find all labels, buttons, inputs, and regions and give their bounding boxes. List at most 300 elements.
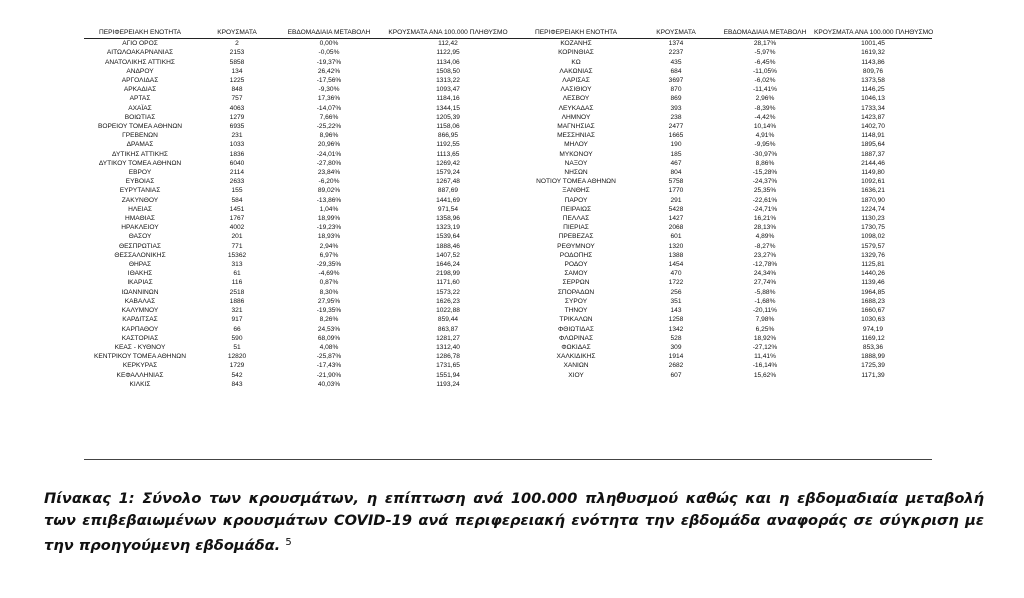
table-row [84, 177, 932, 186]
right-weekly-change-cell: 23,27% [753, 251, 777, 259]
right-region-cell: ΦΘΙΩΤΙΔΑΣ [558, 325, 594, 333]
left-cases-per-100k-cell: 859,44 [437, 316, 459, 324]
left-region-cell: ΙΩΑΝΝΙΝΩΝ [121, 288, 159, 296]
right-weekly-change-cell: -5,97% [754, 49, 776, 57]
regional-cases-table-container [84, 28, 932, 389]
left-weekly-change-cell: 23,84% [317, 169, 341, 177]
right-cases-per-100k-cell: 1169,12 [861, 334, 885, 342]
right-region-cell: ΜΕΣΣΗΝΙΑΣ [557, 132, 595, 140]
left-cases-cell: 584 [231, 196, 243, 204]
left-region-cell: ΖΑΚΥΝΘΟΥ [121, 196, 159, 204]
right-weekly-change-cell: -8,39% [754, 104, 776, 112]
right-region-cell: ΣΑΜΟΥ [564, 270, 588, 278]
left-cases-cell: 313 [231, 261, 243, 269]
left-region-cell: ΔΡΑΜΑΣ [126, 141, 154, 149]
table-row [84, 361, 932, 370]
left-cases-per-100k-cell: 1888,46 [436, 242, 460, 250]
right-region-cell: ΚΟΡΙΝΘΙΑΣ [558, 49, 594, 57]
left-cases-per-100k-cell: 1441,69 [436, 196, 460, 204]
right-weekly-change-cell: 15,62% [753, 371, 777, 379]
right-cases-per-100k-cell: 1636,21 [861, 187, 885, 195]
header-cases-right: ΚΡΟΥΣΜΑΤΑ [636, 28, 716, 39]
right-weekly-change-cell: -8,27% [754, 242, 776, 250]
table-row [84, 48, 932, 57]
right-cases-cell: 3697 [668, 77, 684, 85]
table-row [84, 242, 932, 251]
left-weekly-change-cell: 1,04% [319, 205, 339, 213]
right-region-cell: ΛΑΡΙΣΑΣ [562, 77, 590, 85]
left-weekly-change-cell: -17,43% [316, 362, 342, 370]
left-cases-per-100k-cell: 1551,94 [436, 371, 460, 379]
left-cases-cell: 61 [233, 270, 241, 278]
right-cases-per-100k-cell: 1895,64 [861, 141, 885, 149]
left-weekly-change-cell: -24,01% [316, 150, 342, 158]
left-region-cell: ΒΟΙΩΤΙΑΣ [124, 113, 156, 121]
right-cases-cell: 185 [670, 150, 682, 158]
left-region-cell: ΘΕΣΠΡΩΤΙΑΣ [118, 242, 162, 250]
left-weekly-change-cell: 26,42% [317, 67, 341, 75]
left-cases-per-100k-cell: 1323,19 [436, 224, 460, 232]
right-weekly-change-cell: -24,37% [752, 178, 778, 186]
right-weekly-change-cell: 11,41% [754, 353, 776, 361]
right-weekly-change-cell: -20,11% [752, 307, 778, 315]
right-region-cell: ΡΟΔΟΥ [564, 261, 588, 269]
table-row [84, 122, 932, 131]
right-cases-per-100k-cell: 1125,81 [861, 261, 885, 269]
left-weekly-change-cell: -0,05% [318, 49, 340, 57]
header-cases-per-100k-left: ΚΡΟΥΣΜΑΤΑ ΑΝΑ 100.000 ΠΛΗΘΥΣΜΟ [380, 28, 516, 39]
right-region-cell: ΛΗΜΝΟΥ [561, 113, 591, 121]
right-cases-per-100k-cell: 1139,46 [861, 279, 885, 287]
right-cases-cell: 2682 [668, 362, 684, 370]
table-row [84, 288, 932, 297]
right-weekly-change-cell: -24,71% [752, 205, 778, 213]
left-region-cell: ΚΕΦΑΛΛΗΝΙΑΣ [116, 371, 164, 379]
table-row [84, 334, 932, 343]
left-region-cell: ΚΕΑΣ - ΚΥΘΝΟΥ [114, 343, 166, 351]
left-cases-per-100k-cell: 1286,78 [436, 353, 460, 361]
left-cases-cell: 231 [231, 132, 243, 140]
left-weekly-change-cell: 68,09% [317, 334, 341, 342]
left-weekly-change-cell: -29,35% [316, 261, 342, 269]
left-cases-cell: 2153 [229, 49, 245, 57]
right-cases-per-100k-cell: 1329,76 [861, 251, 885, 259]
left-weekly-change-cell: -25,87% [316, 353, 342, 361]
left-cases-per-100k-cell: 863,87 [437, 325, 459, 333]
table-row [84, 306, 932, 315]
right-cases-cell: 528 [670, 334, 682, 342]
right-region-cell: ΛΕΣΒΟΥ [562, 95, 590, 103]
right-region-cell: ΚΟΖΑΝΗΣ [560, 40, 592, 48]
left-cases-per-100k-cell: 1022,88 [436, 307, 460, 315]
left-region-cell: ΘΗΡΑΣ [128, 261, 152, 269]
left-region-cell: ΘΕΣΣΑΛΟΝΙΚΗΣ [114, 251, 166, 259]
right-cases-per-100k-cell: 1373,58 [861, 77, 885, 85]
right-cases-per-100k-cell: 1001,45 [861, 40, 885, 48]
left-weekly-change-cell: -25,22% [316, 123, 342, 131]
table-row [84, 380, 932, 389]
right-cases-cell: 470 [670, 270, 682, 278]
left-cases-cell: 66 [233, 325, 241, 333]
right-weekly-change-cell: -16,14% [752, 362, 778, 370]
right-cases-per-100k-cell: 974,19 [862, 325, 884, 333]
table-row [84, 94, 932, 103]
right-cases-cell: 467 [670, 159, 682, 167]
left-cases-cell: 116 [231, 279, 243, 287]
right-cases-per-100k-cell: 1887,37 [861, 150, 885, 158]
table-header-row [84, 28, 932, 39]
right-cases-cell: 435 [670, 58, 682, 66]
header-cases-per-100k-right: ΚΡΟΥΣΜΑΤΑ ΑΝΑ 100.000 ΠΛΗΘΥΣΜΟ [814, 28, 932, 39]
left-cases-per-100k-cell: 1508,50 [436, 67, 460, 75]
left-region-cell: ΚΙΛΚΙΣ [129, 380, 151, 388]
table-row [84, 343, 932, 352]
right-weekly-change-cell: 4,89% [755, 233, 775, 241]
left-region-cell: ΑΡΚΑΔΙΑΣ [123, 86, 157, 94]
left-cases-cell: 1767 [229, 215, 245, 223]
left-region-cell: ΑΙΤΩΛΟΑΚΑΡΝΑΝΙΑΣ [106, 49, 174, 57]
left-cases-cell: 542 [231, 371, 243, 379]
right-cases-per-100k-cell: 1402,70 [861, 123, 885, 131]
right-weekly-change-cell: -27,12% [752, 343, 778, 351]
left-region-cell: ΘΑΣΟΥ [128, 233, 152, 241]
right-weekly-change-cell: 27,74% [753, 279, 777, 287]
right-cases-cell: 869 [670, 95, 682, 103]
left-cases-per-100k-cell: 1193,24 [436, 380, 460, 388]
right-cases-cell: 1722 [668, 279, 684, 287]
table-row [84, 371, 932, 380]
right-cases-cell: 2477 [668, 123, 684, 131]
right-cases-per-100k-cell: 1660,67 [861, 307, 885, 315]
right-weekly-change-cell: 8,86% [755, 159, 775, 167]
right-cases-per-100k-cell: 1224,74 [861, 205, 885, 213]
table-row [84, 76, 932, 85]
right-cases-per-100k-cell: 1440,26 [861, 270, 885, 278]
right-region-cell: ΣΠΟΡΑΔΩΝ [557, 288, 595, 296]
right-weekly-change-cell: -9,95% [754, 141, 776, 149]
left-region-cell: ΔΥΤΙΚΟΥ ΤΟΜΕΑ ΑΘΗΝΩΝ [98, 159, 182, 167]
right-region-cell: ΡΟΔΟΠΗΣ [559, 251, 593, 259]
left-cases-per-100k-cell: 1281,27 [436, 334, 460, 342]
right-region-cell: ΠΑΡΟΥ [564, 196, 588, 204]
right-region-cell: ΡΕΘΥΜΝΟΥ [557, 242, 595, 250]
right-weekly-change-cell [716, 380, 814, 389]
right-weekly-change-cell: 10,14% [753, 123, 777, 131]
left-cases-cell: 917 [231, 316, 243, 324]
table-caption [44, 488, 984, 557]
left-cases-per-100k-cell: 1573,22 [436, 288, 460, 296]
table-row [84, 131, 932, 140]
left-cases-cell: 6935 [229, 123, 245, 131]
left-weekly-change-cell: -19,37% [316, 58, 342, 66]
left-weekly-change-cell: -6,20% [318, 178, 340, 186]
right-cases-cell: 143 [670, 307, 682, 315]
right-cases-cell: 351 [670, 297, 682, 305]
right-cases-cell: 2068 [668, 224, 684, 232]
left-weekly-change-cell: 20,96% [317, 141, 341, 149]
table-row [84, 186, 932, 195]
left-cases-per-100k-cell: 1731,65 [436, 362, 460, 370]
left-region-cell: ΚΑΣΤΟΡΙΑΣ [121, 334, 159, 342]
right-cases-cell: 190 [670, 141, 682, 149]
right-cases-per-100k-cell: 1146,25 [861, 86, 885, 94]
left-cases-per-100k-cell: 1267,48 [436, 178, 460, 186]
table-row [84, 269, 932, 278]
left-region-cell: ΚΕΝΤΡΙΚΟΥ ΤΟΜΕΑ ΑΘΗΝΩΝ [94, 353, 186, 361]
left-region-cell: ΗΛΕΙΑΣ [128, 205, 152, 213]
footnote-marker: 5 [285, 537, 292, 548]
left-region-cell: ΓΡΕΒΕΝΩΝ [122, 132, 158, 140]
header-region-right: ΠΕΡΙΦΕΡΕΙΑΚΗ ΕΝΟΤΗΤΑ [516, 28, 636, 39]
right-region-cell: ΦΩΚΙΔΑΣ [561, 343, 591, 351]
left-cases-cell: 51 [233, 343, 241, 351]
header-weekly-change-left: ΕΒΔΟΜΑΔΙΑΙΑ ΜΕΤΑΒΟΛΗ [278, 28, 380, 39]
left-cases-cell: 1279 [229, 113, 245, 121]
left-cases-cell: 134 [231, 67, 243, 75]
left-cases-cell: 2518 [229, 288, 245, 296]
right-cases-cell: 1342 [668, 325, 684, 333]
table-row [84, 325, 932, 334]
left-weekly-change-cell: 7,66% [319, 113, 339, 121]
right-region-cell: ΜΥΚΟΝΟΥ [559, 150, 593, 158]
left-cases-cell: 12820 [227, 353, 247, 361]
left-cases-per-100k-cell: 1312,40 [436, 343, 460, 351]
right-cases-cell: 256 [670, 288, 682, 296]
left-cases-per-100k-cell: 1184,16 [436, 95, 460, 103]
right-region-cell: ΝΗΣΩΝ [564, 169, 588, 177]
table-row [84, 352, 932, 361]
table-bottom-rule [84, 459, 932, 460]
right-cases-per-100k-cell: 1730,75 [861, 224, 885, 232]
right-cases-cell: 601 [670, 233, 682, 241]
left-region-cell: ΙΘΑΚΗΣ [127, 270, 153, 278]
table-row [84, 85, 932, 94]
left-weekly-change-cell: 18,93% [317, 233, 341, 241]
left-cases-per-100k-cell: 1269,42 [436, 159, 460, 167]
right-weekly-change-cell: -15,28% [752, 169, 778, 177]
left-weekly-change-cell: 17,36% [317, 95, 341, 103]
left-cases-cell: 1886 [229, 297, 245, 305]
right-region-cell: ΛΑΚΩΝΙΑΣ [559, 67, 593, 75]
right-cases-per-100k-cell: 853,36 [862, 343, 884, 351]
right-cases-per-100k-cell: 1888,99 [861, 353, 885, 361]
right-region-cell: ΣΥΡΟΥ [564, 297, 588, 305]
right-cases-cell: 291 [670, 196, 682, 204]
right-weekly-change-cell: 28,13% [753, 224, 777, 232]
right-weekly-change-cell: -30,97% [752, 150, 778, 158]
table-row [84, 168, 932, 177]
right-region-cell: ΤΡΙΚΑΛΩΝ [559, 316, 593, 324]
left-weekly-change-cell: -13,86% [316, 196, 342, 204]
right-region-cell: ΚΩ [571, 58, 581, 66]
left-region-cell: ΑΡΤΑΣ [129, 95, 151, 103]
right-cases-cell: 804 [670, 169, 682, 177]
left-cases-per-100k-cell: 1158,06 [436, 123, 460, 131]
table-row [84, 297, 932, 306]
left-cases-cell: 843 [231, 380, 243, 388]
header-cases-left: ΚΡΟΥΣΜΑΤΑ [196, 28, 278, 39]
left-cases-cell: 2633 [229, 178, 245, 186]
right-cases-per-100k-cell: 1171,39 [861, 371, 885, 379]
right-cases-per-100k-cell: 1870,90 [861, 196, 885, 204]
left-weekly-change-cell: -21,90% [316, 371, 342, 379]
left-cases-cell: 4002 [229, 224, 245, 232]
left-cases-per-100k-cell: 1358,96 [436, 215, 460, 223]
table-body [84, 39, 932, 389]
right-cases-cell: 309 [670, 343, 682, 351]
right-cases-per-100k-cell: 1143,86 [861, 58, 885, 66]
right-cases-cell: 5428 [668, 205, 684, 213]
right-cases-cell: 393 [670, 104, 682, 112]
right-cases-cell: 1665 [668, 132, 684, 140]
left-region-cell: ΚΑΡΠΑΘΟΥ [121, 325, 159, 333]
right-weekly-change-cell: -1,68% [754, 297, 776, 305]
right-cases-per-100k-cell: 1964,85 [861, 288, 885, 296]
right-cases-cell: 1454 [668, 261, 684, 269]
right-weekly-change-cell: -5,88% [754, 288, 776, 296]
right-cases-per-100k-cell: 1579,57 [861, 242, 885, 250]
left-weekly-change-cell: 89,02% [317, 187, 341, 195]
right-cases-cell: 1427 [668, 215, 684, 223]
left-cases-cell: 2 [235, 40, 239, 48]
right-weekly-change-cell: -11,05% [752, 67, 778, 75]
right-weekly-change-cell: 28,17% [753, 40, 777, 48]
table-row [84, 58, 932, 67]
right-region-cell: ΜΑΓΝΗΣΙΑΣ [557, 123, 595, 131]
right-region-cell: ΝΑΞΟΥ [564, 159, 588, 167]
right-cases-per-100k-cell [814, 380, 932, 389]
left-weekly-change-cell: 18,99% [317, 215, 341, 223]
left-weekly-change-cell: -4,69% [318, 270, 340, 278]
right-cases-per-100k-cell: 2144,46 [861, 159, 885, 167]
left-weekly-change-cell: 0,00% [319, 40, 339, 48]
left-region-cell: ΑΝΔΡΟΥ [126, 67, 154, 75]
left-cases-per-100k-cell: 1407,52 [436, 251, 460, 259]
left-region-cell: ΑΝΑΤΟΛΙΚΗΣ ΑΤΤΙΚΗΣ [105, 58, 175, 66]
left-cases-per-100k-cell: 1113,65 [436, 150, 460, 158]
right-region-cell: ΠΡΕΒΕΖΑΣ [558, 233, 594, 241]
left-cases-per-100k-cell: 1313,22 [436, 77, 460, 85]
left-cases-cell: 4063 [229, 104, 245, 112]
table-row [84, 260, 932, 269]
right-region-cell: ΤΗΝΟΥ [564, 307, 588, 315]
left-cases-per-100k-cell: 866,95 [437, 132, 459, 140]
right-weekly-change-cell: 16,21% [753, 215, 777, 223]
left-cases-per-100k-cell: 1646,24 [436, 261, 460, 269]
right-cases-cell: 1388 [668, 251, 684, 259]
right-cases-cell: 238 [670, 113, 682, 121]
left-cases-per-100k-cell: 1344,15 [436, 104, 460, 112]
right-region-cell: ΣΕΡΡΩΝ [562, 279, 590, 287]
left-cases-cell: 6040 [229, 159, 245, 167]
left-weekly-change-cell: 2,94% [319, 242, 339, 250]
right-weekly-change-cell: -11,41% [752, 86, 778, 94]
left-cases-per-100k-cell: 112,42 [438, 40, 458, 48]
table-row [84, 113, 932, 122]
right-region-cell: ΧΑΛΚΙΔΙΚΗΣ [556, 353, 596, 361]
left-weekly-change-cell: 27,95% [317, 297, 341, 305]
right-weekly-change-cell: -22,61% [752, 196, 778, 204]
left-region-cell: ΒΟΡΕΙΟΥ ΤΟΜΕΑ ΑΘΗΝΩΝ [97, 123, 183, 131]
right-region-cell: ΧΑΝΙΩΝ [563, 362, 589, 370]
left-cases-per-100k-cell: 1192,55 [436, 141, 460, 149]
left-weekly-change-cell: -19,35% [316, 307, 342, 315]
left-weekly-change-cell: 40,03% [317, 380, 341, 388]
left-cases-cell: 848 [231, 86, 243, 94]
right-cases-cell: 1258 [668, 316, 684, 324]
table-row [84, 205, 932, 214]
left-weekly-change-cell: 24,53% [317, 325, 341, 333]
right-cases-cell: 1320 [668, 242, 684, 250]
right-cases-per-100k-cell: 1688,23 [861, 297, 885, 305]
right-region-cell [516, 380, 636, 389]
left-region-cell: ΚΕΡΚΥΡΑΣ [122, 362, 158, 370]
right-cases-cell: 1770 [668, 187, 684, 195]
table-row [84, 39, 932, 49]
left-cases-per-100k-cell: 1171,60 [436, 279, 460, 287]
left-region-cell: ΚΑΛΥΜΝΟΥ [121, 307, 159, 315]
header-weekly-change-right: ΕΒΔΟΜΑΔΙΑΙΑ ΜΕΤΑΒΟΛΗ [716, 28, 814, 39]
left-cases-cell: 1451 [229, 205, 245, 213]
caption-text: Πίνακας 1: Σύνολο των κρουσμάτων, η επίπτωση ανά 100.000 πληθυσμού καθώς και η εβδομαδιαία μεταβολή των επιβεβαιωμένων κρουσμάτων COVID-19 ανά περιφερειακή ενότητα την εβδομάδα αναφοράς σε σύγκριση με την προηγούμενη εβδομάδα. [44, 490, 984, 554]
right-weekly-change-cell: 25,35% [753, 187, 777, 195]
right-region-cell: ΠΕΙΡΑΙΩΣ [560, 205, 592, 213]
right-region-cell: ΧΙΟΥ [568, 371, 584, 379]
left-weekly-change-cell: -19,23% [316, 224, 342, 232]
left-weekly-change-cell: -9,30% [318, 86, 340, 94]
right-region-cell: ΜΗΛΟΥ [564, 141, 588, 149]
right-cases-cell: 1374 [668, 40, 684, 48]
left-cases-per-100k-cell: 1539,64 [436, 233, 460, 241]
table-row [84, 159, 932, 168]
table-row [84, 67, 932, 76]
right-region-cell: ΞΑΝΘΗΣ [562, 187, 590, 195]
right-cases-per-100k-cell: 1030,63 [861, 316, 885, 324]
left-cases-cell: 1729 [229, 362, 245, 370]
right-cases-per-100k-cell: 1092,61 [861, 178, 885, 186]
right-cases-cell [636, 380, 716, 389]
left-weekly-change-cell: 4,08% [319, 343, 339, 351]
table-row [84, 232, 932, 241]
right-region-cell: ΝΟΤΙΟΥ ΤΟΜΕΑ ΑΘΗΝΩΝ [536, 178, 616, 186]
right-cases-per-100k-cell: 1149,80 [861, 169, 885, 177]
left-cases-cell: 15362 [227, 251, 247, 259]
right-region-cell: ΦΛΩΡΙΝΑΣ [558, 334, 594, 342]
left-weekly-change-cell: 0,87% [319, 279, 339, 287]
left-cases-per-100k-cell: 971,54 [437, 205, 459, 213]
right-cases-per-100k-cell: 1733,34 [861, 104, 885, 112]
left-region-cell: ΑΧΑΪΑΣ [128, 104, 152, 112]
table-row [84, 150, 932, 159]
left-weekly-change-cell: 8,26% [319, 316, 339, 324]
right-weekly-change-cell: 7,98% [755, 316, 775, 324]
table-row [84, 278, 932, 287]
left-cases-per-100k-cell: 887,69 [437, 187, 459, 195]
right-cases-cell: 870 [670, 86, 682, 94]
left-weekly-change-cell: 8,96% [319, 132, 339, 140]
right-cases-per-100k-cell: 1130,23 [861, 215, 885, 223]
right-weekly-change-cell: 6,25% [755, 325, 775, 333]
left-cases-cell: 771 [231, 242, 243, 250]
left-region-cell: ΔΥΤΙΚΗΣ ΑΤΤΙΚΗΣ [112, 150, 168, 158]
regional-cases-table [84, 28, 932, 389]
left-cases-per-100k-cell: 1205,39 [436, 113, 460, 121]
left-cases-cell: 757 [231, 95, 243, 103]
left-weekly-change-cell: -17,56% [316, 77, 342, 85]
right-cases-cell: 684 [670, 67, 682, 75]
right-weekly-change-cell: 24,34% [753, 270, 777, 278]
right-cases-per-100k-cell: 1046,13 [861, 95, 885, 103]
